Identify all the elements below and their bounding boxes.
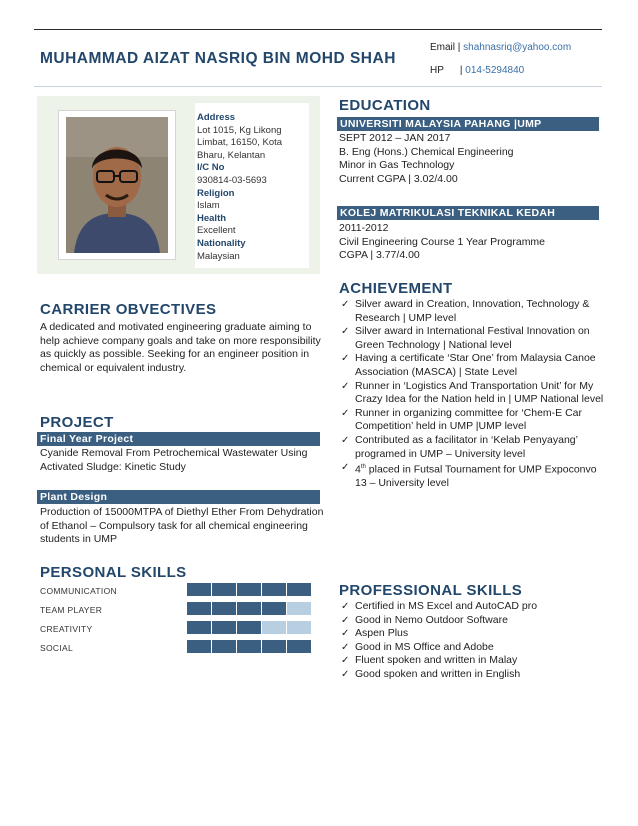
skill-cell-empty: [287, 621, 311, 634]
project-title: PROJECT: [40, 414, 114, 431]
edu-kmtk-line: CGPA | 3.77/4.00: [339, 249, 420, 262]
phone-label: HP: [430, 65, 444, 76]
check-icon: ✓: [341, 299, 350, 310]
skill-rating-row: [187, 621, 312, 634]
edu-ump-line: Current CGPA | 3.02/4.00: [339, 172, 458, 185]
email-link[interactable]: shahnasriq@yahoo.com: [463, 42, 572, 53]
achievement-title: ACHIEVEMENT: [339, 280, 453, 297]
list-item: ✓ Having a certificate ‘Star One’ from Malaysia Canoe Association (MASCA) | State Level: [341, 352, 596, 378]
phone-separator: |: [459, 65, 466, 76]
header-divider: [34, 86, 602, 87]
check-icon: ✓: [341, 326, 350, 338]
portrait-illustration: [66, 117, 168, 253]
nationality-label: Nationality: [197, 237, 246, 249]
email-label: Email: [430, 42, 456, 53]
personal-details: [197, 112, 309, 263]
edu-details-kmtk: [339, 222, 601, 263]
objectives-text: A dedicated and motivated engineering graduate aiming to help achieve company goals and take on more responsibility as quickly as possible. Seeking for an engineer position in chemical or equivalent industry.: [40, 321, 321, 374]
skill-cell-empty: [287, 602, 311, 615]
list-item: ✓ Contributed as a facilitator in ‘Kelab Penyayang’ programed in UMP – University level: [341, 433, 578, 460]
skill-communication: COMMUNICATION: [40, 586, 117, 596]
ic-label: I/C No: [197, 162, 225, 174]
religion-value: Islam: [197, 200, 220, 212]
skill-cell-filled: [237, 602, 261, 615]
nationality-value: Malaysian: [197, 250, 240, 262]
check-icon: ✓: [341, 353, 350, 365]
project-heading-plant: Plant Design: [37, 490, 320, 504]
check-icon: ✓: [341, 614, 350, 626]
check-icon: ✓: [341, 380, 350, 392]
skill-cell-filled: [212, 640, 236, 653]
skill-cell-filled: [212, 583, 236, 596]
project-text-plant: Production of 15000MTPA of Diethyl Ether From Dehydration of Ethanol – Compulsory task for all chemical engineering students in UMP: [40, 506, 324, 546]
objectives-title: CARRIER OBVECTIVES: [40, 301, 217, 318]
health-label: Health: [197, 212, 227, 224]
list-item: ✓ Good in Nemo Outdoor Software: [341, 613, 508, 626]
phone-line: [430, 65, 524, 76]
phone-number[interactable]: 014-5294840: [465, 65, 525, 76]
skill-cell-filled: [237, 583, 261, 596]
list-item: ✓ Good in MS Office and Adobe: [341, 640, 494, 653]
skill-rating-grid: [187, 583, 312, 659]
address-value: Lot 1015, Kg Likong Limbat, 16150, Kota Bharu, Kelantan: [197, 124, 283, 161]
list-item: ✓ 4th placed in Futsal Tournament for UMP Expoconvo 13 – University level: [341, 462, 597, 490]
skill-cell-empty: [262, 621, 286, 634]
check-icon: ✓: [341, 668, 350, 680]
personal-skills-title: PERSONAL SKILLS: [40, 564, 187, 581]
skill-social: SOCIAL: [40, 643, 73, 653]
applicant-name: MUHAMMAD AIZAT NASRIQ BIN MOHD SHAH: [40, 50, 396, 67]
list-item: ✓ Silver award in International Festival Innovation on Green Technology | National level: [341, 325, 590, 351]
skill-rating-row: [187, 583, 312, 596]
edu-kmtk-line: Civil Engineering Course 1 Year Programme: [339, 235, 546, 248]
profile-photo: [66, 117, 168, 253]
skill-cell-filled: [212, 621, 236, 634]
education-title: EDUCATION: [339, 97, 431, 114]
edu-heading-kmtk: KOLEJ MATRIKULASI TEKNIKAL KEDAH: [337, 206, 599, 220]
check-icon: ✓: [341, 628, 350, 640]
check-icon: ✓: [341, 601, 350, 612]
edu-details-ump: [339, 132, 601, 186]
skill-cell-filled: [237, 621, 261, 634]
project-heading-fyp: Final Year Project: [37, 432, 320, 446]
check-icon: ✓: [341, 407, 350, 419]
skill-cell-filled: [287, 583, 311, 596]
list-item: ✓ Fluent spoken and written in Malay: [341, 654, 518, 667]
skill-cell-filled: [237, 640, 261, 653]
skill-cell-filled: [187, 621, 211, 634]
religion-label: Religion: [197, 187, 235, 199]
health-value: Excellent: [197, 225, 236, 237]
edu-ump-line: SEPT 2012 – JAN 2017: [339, 132, 451, 144]
ic-value: 930814-03-5693: [197, 174, 267, 186]
skill-cell-filled: [187, 640, 211, 653]
list-item: ✓ Aspen Plus: [341, 627, 409, 640]
skill-cell-filled: [187, 583, 211, 596]
edu-ump-line: B. Eng (Hons.) Chemical Engineering: [339, 145, 514, 158]
email-line: [430, 42, 571, 53]
skill-creativity: CREATIVITY: [40, 624, 93, 634]
skill-rating-row: [187, 602, 312, 615]
list-item: ✓ Runner in organizing committee for ‘Chem-E Car Competition’ held in UMP |UMP level: [341, 406, 583, 433]
skill-team-player: TEAM PLAYER: [40, 605, 103, 615]
professional-skills-title: PROFESSIONAL SKILLS: [339, 582, 523, 599]
project-text-fyp: Cyanide Removal From Petrochemical Wastewater Using Activated Sludge: Kinetic Study: [40, 447, 308, 473]
skill-cell-filled: [262, 640, 286, 653]
check-icon: ✓: [341, 655, 350, 667]
check-icon: ✓: [341, 434, 350, 446]
list-item: ✓ Certified in MS Excel and AutoCAD pro: [341, 600, 538, 612]
address-label: Address: [197, 112, 236, 123]
edu-kmtk-line: 2011-2012: [339, 222, 389, 234]
list-item: ✓ Runner in ‘Logistics And Transportation Unit’ for My Crazy Idea for the Nation held in | UMP National level: [341, 379, 604, 406]
skill-cell-filled: [287, 640, 311, 653]
check-icon: ✓: [341, 462, 350, 474]
email-separator: |: [455, 42, 464, 53]
edu-ump-line: Minor in Gas Technology: [339, 159, 455, 172]
edu-heading-ump: UNIVERSITI MALAYSIA PAHANG |UMP: [337, 117, 599, 131]
skill-rating-row: [187, 640, 312, 653]
professional-skills-list: [339, 600, 604, 682]
skill-cell-filled: [262, 583, 286, 596]
skill-cell-filled: [212, 602, 236, 615]
check-icon: ✓: [341, 641, 350, 653]
achievement-list: [339, 298, 604, 491]
top-rule: [34, 29, 602, 30]
list-item: ✓ Good spoken and written in English: [341, 667, 521, 680]
skill-cell-filled: [187, 602, 211, 615]
list-item: ✓ Silver award in Creation, Innovation, Technology & Research | UMP level: [341, 298, 590, 324]
skill-cell-filled: [262, 602, 286, 615]
